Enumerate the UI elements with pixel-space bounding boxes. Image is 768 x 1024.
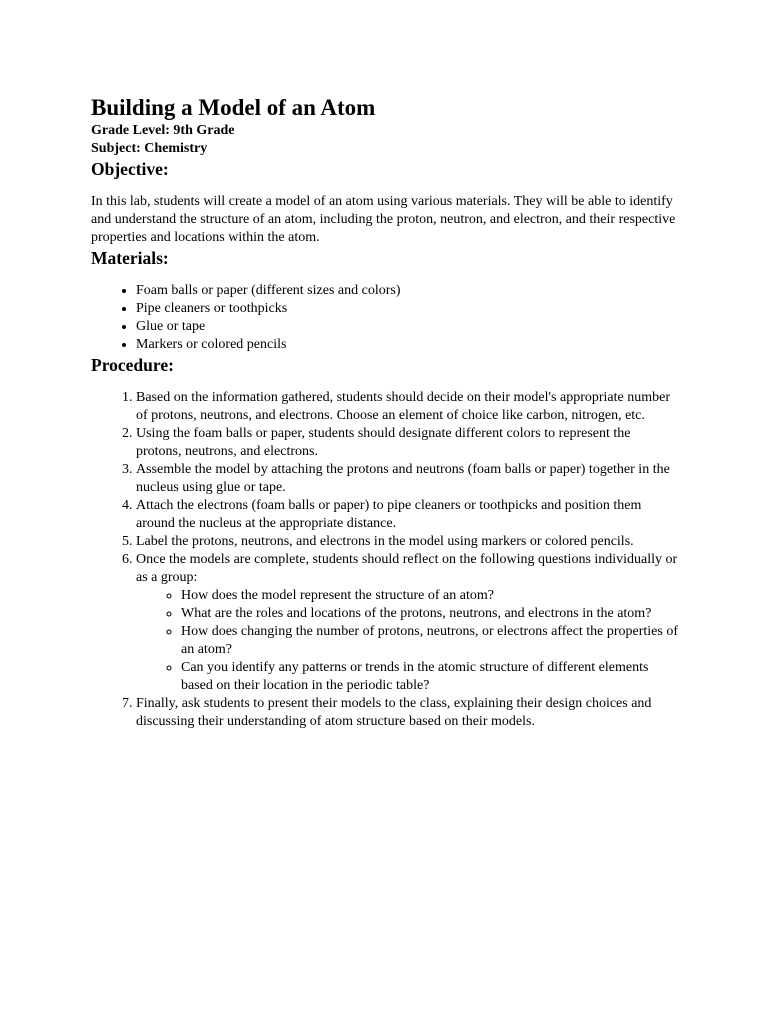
materials-list — [91, 282, 678, 354]
subject: Subject: Chemistry — [91, 141, 208, 156]
procedure-step: 1. Based on the information gathered, students should decide on their model's appropriate number of protons, neutrons, and electrons. Choose an element of choice like carbon, nitrogen, etc. — [136, 389, 678, 425]
procedure-list — [91, 389, 678, 731]
reflection-questions-list — [136, 587, 678, 695]
reflection-question: ◦ How does changing the number of protons, neutrons, or electrons affect the properties of an atom? — [181, 623, 678, 659]
procedure-heading: Procedure: — [91, 355, 174, 375]
procedure-step — [136, 551, 678, 695]
materials-item: • Pipe cleaners or toothpicks — [136, 300, 678, 318]
procedure-step: 3. Assemble the model by attaching the protons and neutrons (foam balls or paper) together in the nucleus using glue or tape. — [136, 461, 678, 497]
document-title: Building a Model of an Atom — [91, 95, 376, 120]
procedure-step-text: Once the models are complete, students should reflect on the following questions individually or as a group: — [136, 552, 678, 585]
reflection-question: ◦ Can you identify any patterns or trends in the atomic structure of different elements based on their location in the periodic table? — [181, 659, 678, 695]
procedure-step: 7. Finally, ask students to present their models to the class, explaining their design choices and discussing their understanding of atom structure based on their models. — [136, 695, 678, 731]
materials-item: • Glue or tape — [136, 318, 678, 336]
materials-heading: Materials: — [91, 248, 169, 268]
reflection-question: ◦ How does the model represent the structure of an atom? — [181, 587, 678, 605]
reflection-question: ◦ What are the roles and locations of the protons, neutrons, and electrons in the atom? — [181, 605, 678, 623]
procedure-step: 2. Using the foam balls or paper, students should designate different colors to represent the protons, neutrons, and electrons. — [136, 425, 678, 461]
procedure-step: 4. Attach the electrons (foam balls or paper) to pipe cleaners or toothpicks and position them around the nucleus at the appropriate distance. — [136, 497, 678, 533]
objective-heading: Objective: — [91, 159, 169, 179]
objective-text: In this lab, students will create a model of an atom using various materials. They will be able to identify and understand the structure of an atom, including the proton, neutron, and electron, and their respective properties and locations within the atom. — [91, 194, 676, 245]
procedure-step: 5. Label the protons, neutrons, and electrons in the model using markers or colored pencils. — [136, 533, 678, 551]
grade-level: Grade Level: 9th Grade — [91, 123, 235, 138]
materials-item: • Markers or colored pencils — [136, 336, 678, 354]
materials-item: • Foam balls or paper (different sizes and colors) — [136, 282, 678, 300]
